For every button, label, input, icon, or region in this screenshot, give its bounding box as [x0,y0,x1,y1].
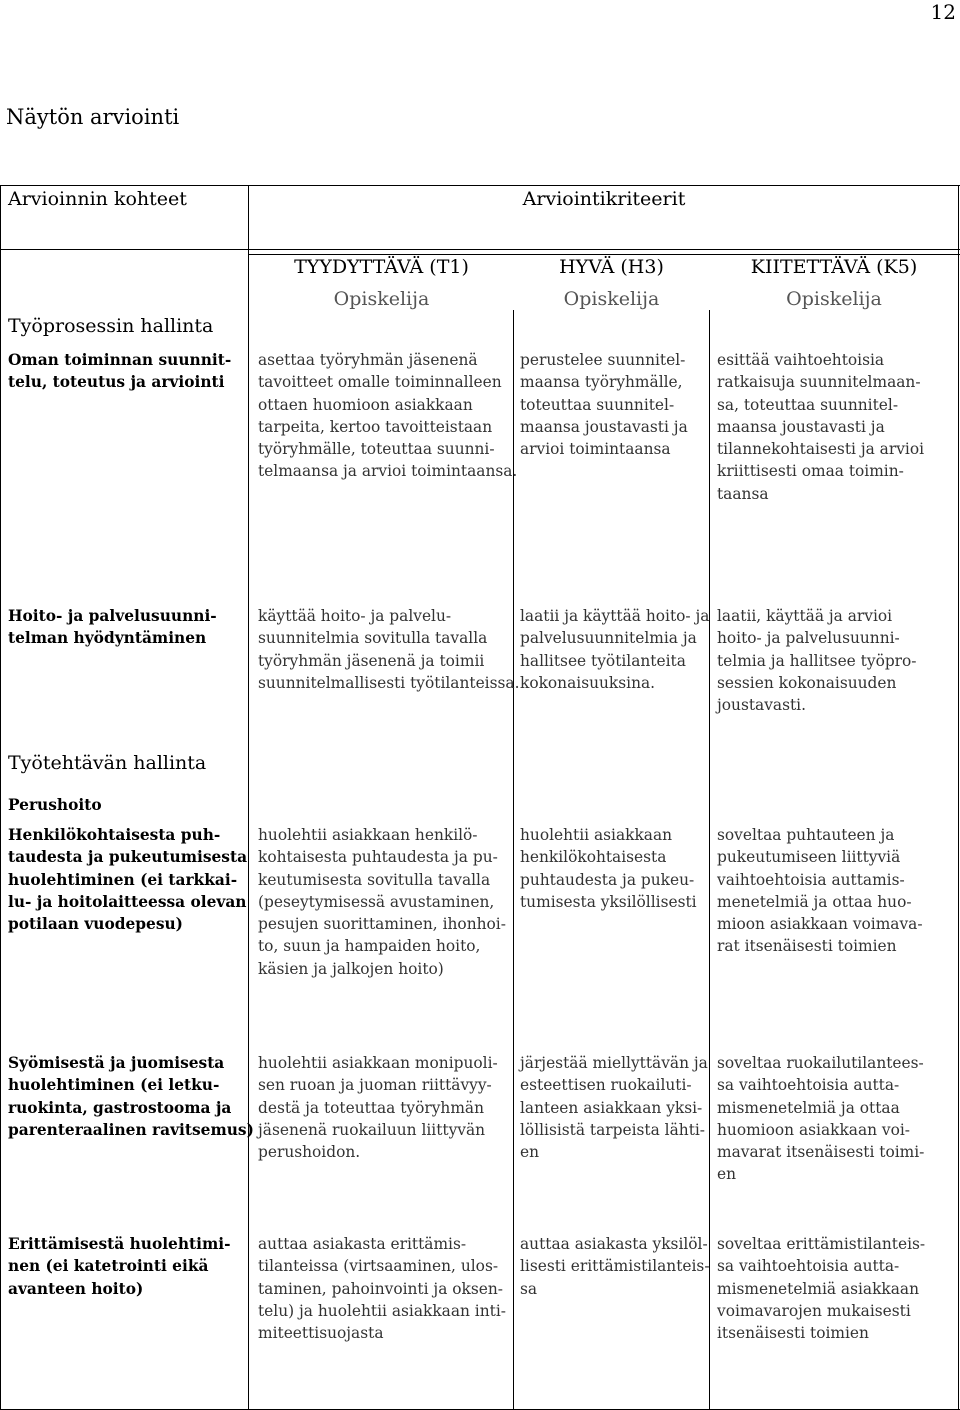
row-label-hygiene: Henkilökohtaisesta puh- taudesta ja pukeutumisesta huolehtiminen (ei tarkkai- lu- ja hoitolaitteessa olevan potilaan vuodepesu) [8,826,248,934]
grade-header-h3: HYVÄ (H3) [559,256,664,278]
column-header-criteria: Arviointikriteerit [522,188,686,210]
section-subtitle-basic-care: Perushoito [8,796,102,814]
section-title-process: Työprosessin hallinta [8,315,214,337]
criteria-h3-nutrition: järjestää miellyttävän ja esteettisen ruokailuti- lanteen asiakkaan yksi- löllisistä tarpeista lähti- en [520,1054,708,1162]
grade-header-k5: KIITETTÄVÄ (K5) [750,256,918,278]
criteria-t1-nutrition: huolehtii asiakkaan monipuoli- sen ruoan ja juoman riittävyy- destä ja toteuttaa työryhmän jäsenenä ruokailuun liittyvän perushoidon. [258,1054,498,1162]
column-divider-1 [248,185,249,1410]
criteria-t1-own-activity: asettaa työryhmän jäsenenä tavoitteet omalle toiminnalleen ottaen huomioon asiakkaan tarpeita, kertoo tavoitteistaan työryhmälle, toteuttaa suunni- telmaansa ja arvioi toimintaansa. [258,351,518,481]
criteria-t1-hygiene: huolehtii asiakkaan henkilö- kohtaisesta puhtaudesta ja pu- keutumisesta sovitulla tavalla (peseytymisessä avustaminen, pesujen suorittaminen, ihonhoi- to, suun ja hampaiden hoito, käsien ja jalkojen hoito) [258,826,506,978]
student-label-t1: Opiskelija [333,288,430,310]
row-label-care-plan: Hoito- ja palvelusuunni- telman hyödyntäminen [8,607,217,648]
page-heading: Näytön arviointi [6,105,180,129]
criteria-k5-hygiene: soveltaa puhtauteen ja pukeutumiseen liittyviä vaihtoehtoisia auttamis- menetelmiä ja ottaa huo- mioon asiakkaan voimava- rat itsenäisesti toimien [717,826,923,956]
criteria-k5-care-plan: laatii, käyttää ja arvioi hoito- ja palvelusuunni- telmia ja hallitsee työpro- sessien kokonaisuuden joustavasti. [717,607,917,715]
criteria-h3-elimination: auttaa asiakasta yksilöl- lisesti erittämistilanteis- sa [520,1235,710,1298]
criteria-h3-hygiene: huolehtii asiakkaan henkilökohtaisesta puhtaudesta ja pukeu- tumisesta yksilöllisesti [520,826,697,911]
row-label-nutrition: Syömisestä ja juomisesta huolehtiminen (ei letku- ruokinta, gastrostooma ja parenteraalinen ravitsemus) [8,1054,254,1139]
grade-header-t1: TYYDYTTÄVÄ (T1) [294,256,469,278]
column-header-targets: Arvioinnin kohteet [8,188,187,210]
section-title-task: Työtehtävän hallinta [8,752,207,774]
table-left-border [0,185,1,1410]
table-top-border [0,185,960,186]
row-label-own-activity: Oman toiminnan suunnit- telu, toteutus ja arviointi [8,351,232,392]
criteria-k5-own-activity: esittää vaihtoehtoisia ratkaisuja suunnitelmaan- sa, toteuttaa suunnitel- maansa joustavasti ja tilannekohtaisesti ja arvioi kriittisesti omaa toimin- taansa [717,351,925,503]
criteria-k5-nutrition: soveltaa ruokailutilantees- sa vaihtoehtoisia autta- mismenetelmiä ja ottaa huomioon asiakkaan voi- mavarat itsenäisesti toimi- en [717,1054,925,1184]
grades-top-border [248,254,960,255]
criteria-t1-care-plan: käyttää hoito- ja palvelu- suunnitelmia sovitulla tavalla työryhmän jäsenenä ja toimii suunnitelmallisesti työtilanteissa. [258,607,520,692]
criteria-t1-elimination: auttaa asiakasta erittämis- tilanteissa (virtsaaminen, ulos- taminen, pahoinvointi ja oksen- telu) ja huolehtii asiakkaan inti- miteettisuojasta [258,1235,506,1343]
student-label-k5: Opiskelija [786,288,882,310]
criteria-h3-own-activity: perustelee suunnitel- maansa työryhmälle, toteuttaa suunnitel- maansa joustavasti ja arvioi toimintaansa [520,351,688,459]
criteria-k5-elimination: soveltaa erittämistilanteis- sa vaihtoehtoisia autta- mismenetelmiä asiakkaan voimavarojen mukaisesti itsenäisesti toimien [717,1235,926,1343]
row-label-elimination: Erittämisestä huolehtimi- nen (ei katetrointi eikä avanteen hoito) [8,1235,231,1298]
criteria-h3-care-plan: laatii ja käyttää hoito- ja palvelusuunnitelmia ja hallitsee työtilanteita kokonaisuuksina. [520,607,710,692]
header-divider [0,249,960,250]
table-right-border [958,185,959,1410]
page-number: 12 [930,0,956,24]
student-label-h3: Opiskelija [563,288,660,310]
